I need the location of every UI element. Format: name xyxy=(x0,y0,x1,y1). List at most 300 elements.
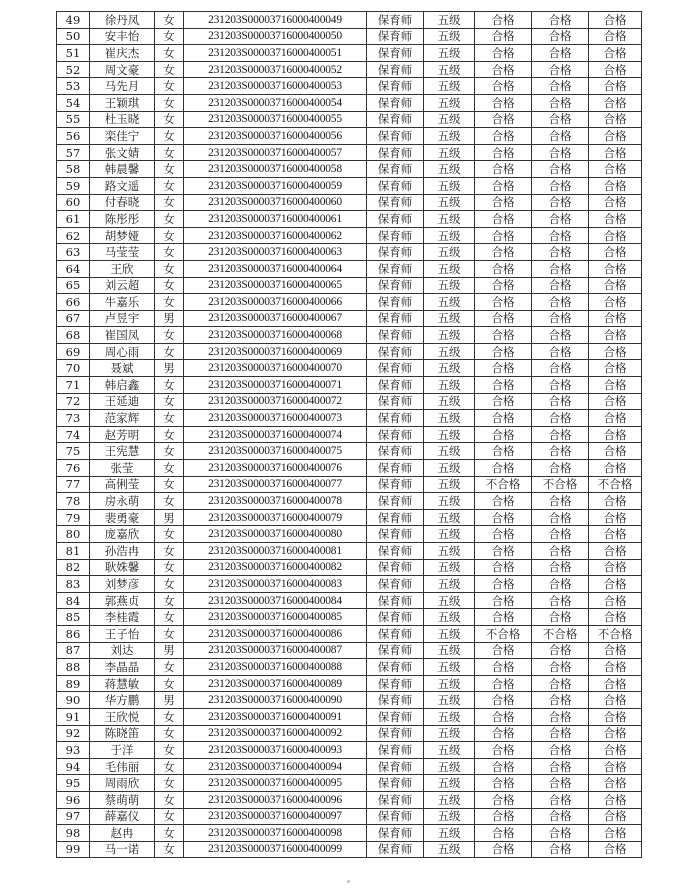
certificate-number-cell: 231203S00003716000400068 xyxy=(184,327,367,344)
row-number-cell: 87 xyxy=(57,642,90,659)
skill-level-cell: 五级 xyxy=(424,161,475,178)
candidate-name-cell: 庞嘉欣 xyxy=(90,526,155,543)
table-row xyxy=(57,543,642,560)
row-number-cell: 69 xyxy=(57,343,90,360)
row-number-cell: 76 xyxy=(57,460,90,477)
candidate-name-cell: 王延迪 xyxy=(90,393,155,410)
row-number-cell: 54 xyxy=(57,94,90,111)
gender-cell: 女 xyxy=(155,825,184,842)
result-theory-cell: 合格 xyxy=(475,310,532,327)
result-practical-cell: 合格 xyxy=(532,111,589,128)
gender-cell: 女 xyxy=(155,94,184,111)
occupation-cell: 保育师 xyxy=(367,377,424,394)
candidate-name-cell: 王颖琪 xyxy=(90,94,155,111)
result-overall-cell: 合格 xyxy=(589,393,642,410)
table-row xyxy=(57,659,642,676)
result-overall-cell: 合格 xyxy=(589,144,642,161)
skill-level-cell: 五级 xyxy=(424,360,475,377)
row-number-cell: 51 xyxy=(57,45,90,62)
skill-level-cell: 五级 xyxy=(424,177,475,194)
skill-level-cell: 五级 xyxy=(424,791,475,808)
candidate-name-cell: 陈彤彤 xyxy=(90,211,155,228)
result-overall-cell: 合格 xyxy=(589,94,642,111)
table-row xyxy=(57,194,642,211)
result-theory-cell: 不合格 xyxy=(475,625,532,642)
skill-level-cell: 五级 xyxy=(424,211,475,228)
skill-level-cell: 五级 xyxy=(424,642,475,659)
result-practical-cell: 合格 xyxy=(532,78,589,95)
skill-level-cell: 五级 xyxy=(424,526,475,543)
gender-cell: 女 xyxy=(155,493,184,510)
candidate-name-cell: 王宪慧 xyxy=(90,443,155,460)
table-row xyxy=(57,460,642,477)
result-theory-cell: 合格 xyxy=(475,443,532,460)
row-number-cell: 89 xyxy=(57,675,90,692)
skill-level-cell: 五级 xyxy=(424,111,475,128)
row-number-cell: 82 xyxy=(57,559,90,576)
candidate-name-cell: 蒋慧敏 xyxy=(90,675,155,692)
result-practical-cell: 合格 xyxy=(532,493,589,510)
table-row xyxy=(57,708,642,725)
skill-level-cell: 五级 xyxy=(424,742,475,759)
result-overall-cell: 不合格 xyxy=(589,476,642,493)
result-practical-cell: 合格 xyxy=(532,12,589,29)
result-overall-cell: 合格 xyxy=(589,177,642,194)
result-theory-cell: 合格 xyxy=(475,28,532,45)
certificate-number-cell: 231203S00003716000400058 xyxy=(184,161,367,178)
skill-level-cell: 五级 xyxy=(424,808,475,825)
occupation-cell: 保育师 xyxy=(367,509,424,526)
result-practical-cell: 合格 xyxy=(532,360,589,377)
result-theory-cell: 合格 xyxy=(475,775,532,792)
result-overall-cell: 不合格 xyxy=(589,625,642,642)
result-theory-cell: 合格 xyxy=(475,609,532,626)
certificate-number-cell: 231203S00003716000400061 xyxy=(184,211,367,228)
result-practical-cell: 合格 xyxy=(532,94,589,111)
certificate-number-cell: 231203S00003716000400090 xyxy=(184,692,367,709)
results-table xyxy=(56,11,642,858)
skill-level-cell: 五级 xyxy=(424,144,475,161)
skill-level-cell: 五级 xyxy=(424,625,475,642)
table-row xyxy=(57,78,642,95)
certificate-number-cell: 231203S00003716000400089 xyxy=(184,675,367,692)
skill-level-cell: 五级 xyxy=(424,493,475,510)
result-overall-cell: 合格 xyxy=(589,758,642,775)
row-number-cell: 49 xyxy=(57,12,90,29)
gender-cell: 女 xyxy=(155,592,184,609)
skill-level-cell: 五级 xyxy=(424,841,475,858)
skill-level-cell: 五级 xyxy=(424,692,475,709)
candidate-name-cell: 张莹 xyxy=(90,460,155,477)
result-theory-cell: 合格 xyxy=(475,642,532,659)
result-practical-cell: 合格 xyxy=(532,28,589,45)
result-theory-cell: 合格 xyxy=(475,377,532,394)
result-practical-cell: 合格 xyxy=(532,543,589,560)
row-number-cell: 61 xyxy=(57,211,90,228)
result-practical-cell: 合格 xyxy=(532,592,589,609)
occupation-cell: 保育师 xyxy=(367,426,424,443)
skill-level-cell: 五级 xyxy=(424,244,475,261)
result-overall-cell: 合格 xyxy=(589,543,642,560)
result-theory-cell: 合格 xyxy=(475,808,532,825)
table-body xyxy=(57,12,642,858)
occupation-cell: 保育师 xyxy=(367,343,424,360)
skill-level-cell: 五级 xyxy=(424,659,475,676)
gender-cell: 女 xyxy=(155,244,184,261)
gender-cell: 女 xyxy=(155,808,184,825)
skill-level-cell: 五级 xyxy=(424,426,475,443)
certificate-number-cell: 231203S00003716000400059 xyxy=(184,177,367,194)
table-row xyxy=(57,327,642,344)
result-overall-cell: 合格 xyxy=(589,609,642,626)
skill-level-cell: 五级 xyxy=(424,28,475,45)
candidate-name-cell: 高俐莹 xyxy=(90,476,155,493)
certificate-number-cell: 231203S00003716000400064 xyxy=(184,260,367,277)
gender-cell: 女 xyxy=(155,28,184,45)
table-row xyxy=(57,825,642,842)
candidate-name-cell: 付春晓 xyxy=(90,194,155,211)
candidate-name-cell: 栾佳宁 xyxy=(90,128,155,145)
candidate-name-cell: 韩启鑫 xyxy=(90,377,155,394)
skill-level-cell: 五级 xyxy=(424,443,475,460)
result-theory-cell: 合格 xyxy=(475,343,532,360)
certificate-number-cell: 231203S00003716000400052 xyxy=(184,61,367,78)
certificate-number-cell: 231203S00003716000400084 xyxy=(184,592,367,609)
certificate-number-cell: 231203S00003716000400062 xyxy=(184,227,367,244)
table-row xyxy=(57,841,642,858)
occupation-cell: 保育师 xyxy=(367,708,424,725)
result-theory-cell: 合格 xyxy=(475,244,532,261)
row-number-cell: 83 xyxy=(57,576,90,593)
candidate-name-cell: 安丰怡 xyxy=(90,28,155,45)
occupation-cell: 保育师 xyxy=(367,758,424,775)
table-row xyxy=(57,791,642,808)
skill-level-cell: 五级 xyxy=(424,61,475,78)
skill-level-cell: 五级 xyxy=(424,609,475,626)
candidate-name-cell: 杜玉晓 xyxy=(90,111,155,128)
certificate-number-cell: 231203S00003716000400081 xyxy=(184,543,367,560)
skill-level-cell: 五级 xyxy=(424,509,475,526)
occupation-cell: 保育师 xyxy=(367,576,424,593)
candidate-name-cell: 路文遥 xyxy=(90,177,155,194)
row-number-cell: 96 xyxy=(57,791,90,808)
result-practical-cell: 合格 xyxy=(532,791,589,808)
scan-speck xyxy=(347,880,350,883)
result-practical-cell: 合格 xyxy=(532,244,589,261)
result-theory-cell: 合格 xyxy=(475,825,532,842)
result-practical-cell: 合格 xyxy=(532,426,589,443)
result-overall-cell: 合格 xyxy=(589,493,642,510)
occupation-cell: 保育师 xyxy=(367,592,424,609)
skill-level-cell: 五级 xyxy=(424,194,475,211)
row-number-cell: 95 xyxy=(57,775,90,792)
result-practical-cell: 合格 xyxy=(532,161,589,178)
result-overall-cell: 合格 xyxy=(589,45,642,62)
table-row xyxy=(57,758,642,775)
gender-cell: 女 xyxy=(155,211,184,228)
result-theory-cell: 合格 xyxy=(475,758,532,775)
result-theory-cell: 合格 xyxy=(475,410,532,427)
occupation-cell: 保育师 xyxy=(367,642,424,659)
table-row xyxy=(57,144,642,161)
result-practical-cell: 合格 xyxy=(532,260,589,277)
row-number-cell: 58 xyxy=(57,161,90,178)
candidate-name-cell: 张文婧 xyxy=(90,144,155,161)
row-number-cell: 98 xyxy=(57,825,90,842)
gender-cell: 女 xyxy=(155,708,184,725)
result-theory-cell: 合格 xyxy=(475,526,532,543)
certificate-number-cell: 231203S00003716000400060 xyxy=(184,194,367,211)
occupation-cell: 保育师 xyxy=(367,294,424,311)
result-overall-cell: 合格 xyxy=(589,194,642,211)
table-row xyxy=(57,94,642,111)
table-row xyxy=(57,45,642,62)
result-theory-cell: 合格 xyxy=(475,708,532,725)
row-number-cell: 97 xyxy=(57,808,90,825)
result-practical-cell: 不合格 xyxy=(532,625,589,642)
result-practical-cell: 合格 xyxy=(532,642,589,659)
occupation-cell: 保育师 xyxy=(367,443,424,460)
skill-level-cell: 五级 xyxy=(424,758,475,775)
table-row xyxy=(57,576,642,593)
table-row xyxy=(57,725,642,742)
gender-cell: 男 xyxy=(155,509,184,526)
result-theory-cell: 合格 xyxy=(475,725,532,742)
table-row xyxy=(57,294,642,311)
row-number-cell: 93 xyxy=(57,742,90,759)
gender-cell: 男 xyxy=(155,692,184,709)
result-overall-cell: 合格 xyxy=(589,509,642,526)
result-theory-cell: 合格 xyxy=(475,426,532,443)
result-overall-cell: 合格 xyxy=(589,410,642,427)
occupation-cell: 保育师 xyxy=(367,28,424,45)
gender-cell: 女 xyxy=(155,61,184,78)
certificate-number-cell: 231203S00003716000400056 xyxy=(184,128,367,145)
result-overall-cell: 合格 xyxy=(589,708,642,725)
result-theory-cell: 合格 xyxy=(475,742,532,759)
result-practical-cell: 合格 xyxy=(532,526,589,543)
result-practical-cell: 合格 xyxy=(532,775,589,792)
result-practical-cell: 合格 xyxy=(532,742,589,759)
result-overall-cell: 合格 xyxy=(589,642,642,659)
gender-cell: 男 xyxy=(155,360,184,377)
result-overall-cell: 合格 xyxy=(589,61,642,78)
result-theory-cell: 合格 xyxy=(475,294,532,311)
result-practical-cell: 合格 xyxy=(532,609,589,626)
result-overall-cell: 合格 xyxy=(589,742,642,759)
gender-cell: 女 xyxy=(155,625,184,642)
row-number-cell: 67 xyxy=(57,310,90,327)
result-practical-cell: 合格 xyxy=(532,343,589,360)
result-overall-cell: 合格 xyxy=(589,460,642,477)
candidate-name-cell: 于洋 xyxy=(90,742,155,759)
gender-cell: 女 xyxy=(155,841,184,858)
gender-cell: 女 xyxy=(155,294,184,311)
table-row xyxy=(57,377,642,394)
occupation-cell: 保育师 xyxy=(367,725,424,742)
certificate-number-cell: 231203S00003716000400049 xyxy=(184,12,367,29)
gender-cell: 女 xyxy=(155,227,184,244)
result-overall-cell: 合格 xyxy=(589,161,642,178)
table-row xyxy=(57,592,642,609)
table-row xyxy=(57,625,642,642)
gender-cell: 女 xyxy=(155,12,184,29)
table-row xyxy=(57,609,642,626)
candidate-name-cell: 崔国凤 xyxy=(90,327,155,344)
occupation-cell: 保育师 xyxy=(367,791,424,808)
result-theory-cell: 合格 xyxy=(475,327,532,344)
table-row xyxy=(57,410,642,427)
occupation-cell: 保育师 xyxy=(367,327,424,344)
occupation-cell: 保育师 xyxy=(367,841,424,858)
skill-level-cell: 五级 xyxy=(424,592,475,609)
result-overall-cell: 合格 xyxy=(589,592,642,609)
candidate-name-cell: 房永萌 xyxy=(90,493,155,510)
certificate-number-cell: 231203S00003716000400099 xyxy=(184,841,367,858)
result-theory-cell: 合格 xyxy=(475,227,532,244)
row-number-cell: 73 xyxy=(57,410,90,427)
certificate-number-cell: 231203S00003716000400098 xyxy=(184,825,367,842)
candidate-name-cell: 李桂霞 xyxy=(90,609,155,626)
result-overall-cell: 合格 xyxy=(589,360,642,377)
certificate-number-cell: 231203S00003716000400095 xyxy=(184,775,367,792)
occupation-cell: 保育师 xyxy=(367,659,424,676)
skill-level-cell: 五级 xyxy=(424,78,475,95)
gender-cell: 女 xyxy=(155,609,184,626)
row-number-cell: 52 xyxy=(57,61,90,78)
table-row xyxy=(57,111,642,128)
row-number-cell: 65 xyxy=(57,277,90,294)
gender-cell: 女 xyxy=(155,443,184,460)
row-number-cell: 92 xyxy=(57,725,90,742)
table-row xyxy=(57,559,642,576)
result-overall-cell: 合格 xyxy=(589,791,642,808)
row-number-cell: 60 xyxy=(57,194,90,211)
result-practical-cell: 合格 xyxy=(532,725,589,742)
certificate-number-cell: 231203S00003716000400071 xyxy=(184,377,367,394)
gender-cell: 女 xyxy=(155,742,184,759)
candidate-name-cell: 范家辉 xyxy=(90,410,155,427)
result-overall-cell: 合格 xyxy=(589,12,642,29)
occupation-cell: 保育师 xyxy=(367,775,424,792)
certificate-number-cell: 231203S00003716000400077 xyxy=(184,476,367,493)
occupation-cell: 保育师 xyxy=(367,360,424,377)
certificate-number-cell: 231203S00003716000400065 xyxy=(184,277,367,294)
result-overall-cell: 合格 xyxy=(589,443,642,460)
row-number-cell: 86 xyxy=(57,625,90,642)
certificate-number-cell: 231203S00003716000400075 xyxy=(184,443,367,460)
result-practical-cell: 合格 xyxy=(532,708,589,725)
result-theory-cell: 合格 xyxy=(475,493,532,510)
table-row xyxy=(57,128,642,145)
occupation-cell: 保育师 xyxy=(367,742,424,759)
skill-level-cell: 五级 xyxy=(424,825,475,842)
row-number-cell: 88 xyxy=(57,659,90,676)
result-overall-cell: 合格 xyxy=(589,227,642,244)
result-theory-cell: 合格 xyxy=(475,692,532,709)
result-practical-cell: 合格 xyxy=(532,659,589,676)
certificate-number-cell: 231203S00003716000400082 xyxy=(184,559,367,576)
occupation-cell: 保育师 xyxy=(367,625,424,642)
candidate-name-cell: 周心雨 xyxy=(90,343,155,360)
occupation-cell: 保育师 xyxy=(367,94,424,111)
table-row xyxy=(57,177,642,194)
table-row xyxy=(57,360,642,377)
occupation-cell: 保育师 xyxy=(367,808,424,825)
result-theory-cell: 合格 xyxy=(475,576,532,593)
skill-level-cell: 五级 xyxy=(424,45,475,62)
gender-cell: 女 xyxy=(155,128,184,145)
row-number-cell: 84 xyxy=(57,592,90,609)
skill-level-cell: 五级 xyxy=(424,128,475,145)
gender-cell: 女 xyxy=(155,725,184,742)
certificate-number-cell: 231203S00003716000400067 xyxy=(184,310,367,327)
row-number-cell: 91 xyxy=(57,708,90,725)
occupation-cell: 保育师 xyxy=(367,111,424,128)
row-number-cell: 57 xyxy=(57,144,90,161)
certificate-number-cell: 231203S00003716000400087 xyxy=(184,642,367,659)
row-number-cell: 55 xyxy=(57,111,90,128)
certificate-number-cell: 231203S00003716000400055 xyxy=(184,111,367,128)
gender-cell: 女 xyxy=(155,675,184,692)
certificate-number-cell: 231203S00003716000400096 xyxy=(184,791,367,808)
row-number-cell: 78 xyxy=(57,493,90,510)
result-practical-cell: 合格 xyxy=(532,559,589,576)
candidate-name-cell: 王子怡 xyxy=(90,625,155,642)
result-overall-cell: 合格 xyxy=(589,808,642,825)
occupation-cell: 保育师 xyxy=(367,161,424,178)
occupation-cell: 保育师 xyxy=(367,493,424,510)
table-row xyxy=(57,211,642,228)
gender-cell: 女 xyxy=(155,775,184,792)
occupation-cell: 保育师 xyxy=(367,211,424,228)
occupation-cell: 保育师 xyxy=(367,675,424,692)
row-number-cell: 81 xyxy=(57,543,90,560)
candidate-name-cell: 陈晓笛 xyxy=(90,725,155,742)
table-row xyxy=(57,692,642,709)
table-row xyxy=(57,808,642,825)
row-number-cell: 94 xyxy=(57,758,90,775)
gender-cell: 女 xyxy=(155,659,184,676)
result-practical-cell: 合格 xyxy=(532,825,589,842)
gender-cell: 女 xyxy=(155,476,184,493)
result-practical-cell: 合格 xyxy=(532,277,589,294)
candidate-name-cell: 王欣悦 xyxy=(90,708,155,725)
gender-cell: 女 xyxy=(155,194,184,211)
certificate-number-cell: 231203S00003716000400078 xyxy=(184,493,367,510)
result-theory-cell: 合格 xyxy=(475,177,532,194)
gender-cell: 女 xyxy=(155,393,184,410)
gender-cell: 女 xyxy=(155,78,184,95)
result-overall-cell: 合格 xyxy=(589,294,642,311)
candidate-name-cell: 郭燕贞 xyxy=(90,592,155,609)
result-overall-cell: 合格 xyxy=(589,725,642,742)
row-number-cell: 56 xyxy=(57,128,90,145)
certificate-number-cell: 231203S00003716000400073 xyxy=(184,410,367,427)
skill-level-cell: 五级 xyxy=(424,725,475,742)
candidate-name-cell: 马一诺 xyxy=(90,841,155,858)
occupation-cell: 保育师 xyxy=(367,227,424,244)
gender-cell: 女 xyxy=(155,576,184,593)
gender-cell: 女 xyxy=(155,410,184,427)
occupation-cell: 保育师 xyxy=(367,78,424,95)
gender-cell: 女 xyxy=(155,526,184,543)
certificate-number-cell: 231203S00003716000400083 xyxy=(184,576,367,593)
result-theory-cell: 合格 xyxy=(475,543,532,560)
certificate-number-cell: 231203S00003716000400080 xyxy=(184,526,367,543)
certificate-number-cell: 231203S00003716000400051 xyxy=(184,45,367,62)
result-theory-cell: 合格 xyxy=(475,841,532,858)
